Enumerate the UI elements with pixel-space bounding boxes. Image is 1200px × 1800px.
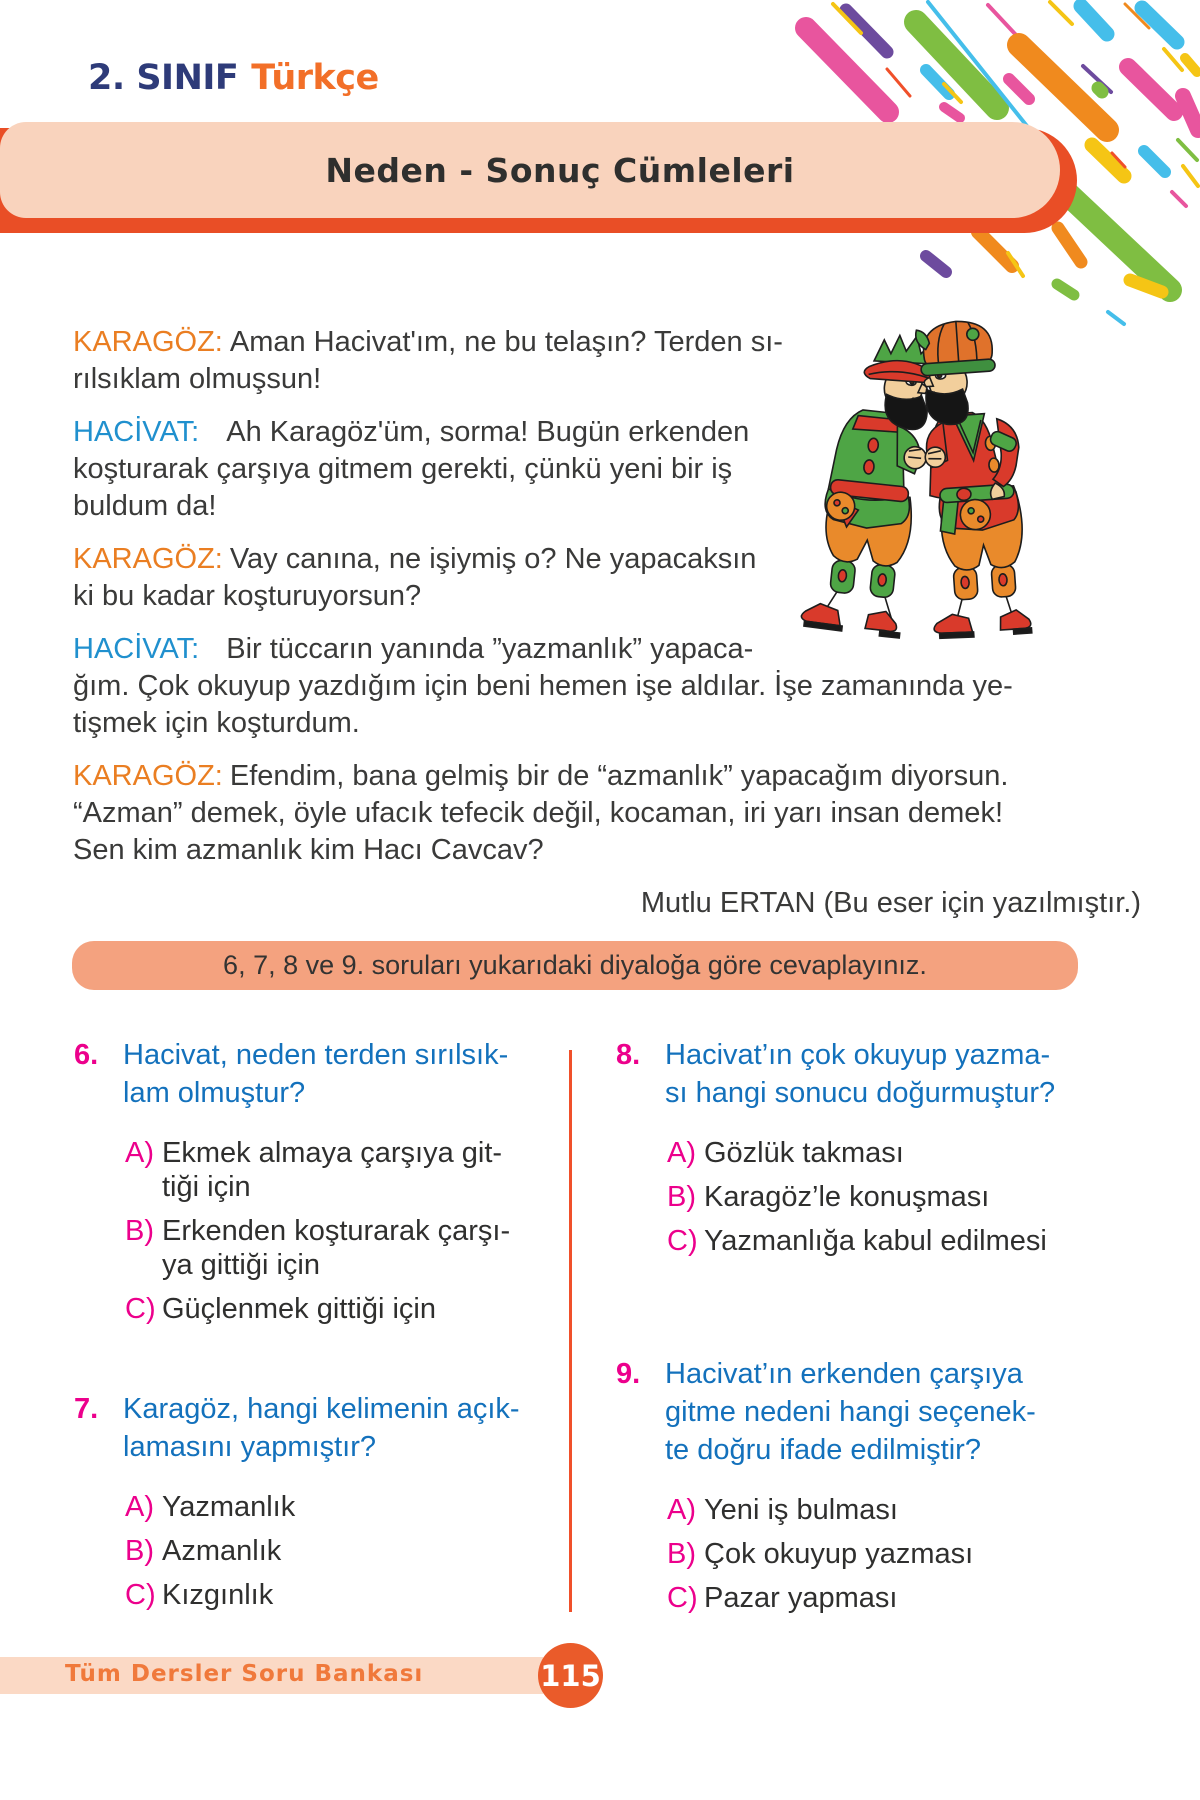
dialogue-line xyxy=(73,832,1149,869)
option-text: Güçlenmek gittiği için xyxy=(162,1293,436,1325)
dialogue-line-text: Vay canına, ne işiymiş o? Ne yapacaksın xyxy=(229,543,757,575)
decor-stripe xyxy=(1144,151,1165,172)
options-list xyxy=(616,1493,1096,1615)
decor-stripe xyxy=(1183,166,1198,186)
speaker-label: HACİVAT: xyxy=(73,633,200,665)
dialogue-paragraph xyxy=(73,631,1149,742)
question-text: Hacivat’ın erkenden çarşıya gitme nedeni hangi seçenek- te doğru ifade edilmiştir? xyxy=(665,1358,1036,1466)
decor-stripe xyxy=(887,69,910,96)
option-text: Karagöz’le konuşması xyxy=(704,1181,990,1213)
dialogue-line-text: tişmek için koşturdum. xyxy=(73,707,360,739)
dialogue-line-text: Efendim, bana gelmiş bir de “azmanlık” yapacağım diyorsun. xyxy=(229,760,1009,792)
question xyxy=(616,1355,1096,1469)
answer-option xyxy=(667,1180,1096,1214)
question-text: Hacivat, neden terden sırılsık- lam olmuştur? xyxy=(123,1039,509,1109)
option-letter: C) xyxy=(667,1225,698,1257)
dialogue-attribution: Mutlu ERTAN (Bu eser için yazılmıştır.) xyxy=(640,887,1141,919)
question-text: Karagöz, hangi kelimenin açık- lamasını yapmıştır? xyxy=(123,1393,520,1463)
option-text: Yeni iş bulması xyxy=(704,1494,898,1526)
option-text: Yazmanlık xyxy=(162,1491,296,1523)
question xyxy=(74,1036,524,1112)
dialogue-line xyxy=(73,451,1149,488)
answer-option xyxy=(667,1136,1096,1170)
decor-stripe xyxy=(1050,2,1072,24)
options-list xyxy=(616,1136,1096,1258)
option-letter: A) xyxy=(125,1491,154,1523)
dialogue-line-text: “Azman” demek, öyle ufacık tefecik değil, kocaman, iri yarı insan demek! xyxy=(73,797,1003,829)
decor-stripe xyxy=(1164,49,1182,70)
question-number: 9. xyxy=(616,1358,641,1390)
question-number: 8. xyxy=(616,1039,641,1071)
dialogue-line xyxy=(73,578,1149,615)
option-letter: A) xyxy=(125,1137,154,1169)
decor-stripe xyxy=(1058,228,1081,262)
speaker-label: KARAGÖZ: xyxy=(73,326,223,358)
answer-option xyxy=(667,1493,1096,1527)
dialogue-line-text: buldum da! xyxy=(73,490,217,522)
option-letter: C) xyxy=(667,1582,698,1614)
questions-column-left xyxy=(74,1036,524,1622)
option-letter: C) xyxy=(125,1579,156,1611)
option-letter: B) xyxy=(125,1215,154,1247)
question xyxy=(616,1036,1096,1112)
dialogue-line xyxy=(73,361,1149,398)
answer-option xyxy=(125,1136,524,1204)
option-letter: A) xyxy=(667,1494,696,1526)
dialogue-line-text: koşturarak çarşıya gitmem gerekti, çünkü yeni bir iş xyxy=(73,453,733,485)
option-text: Yazmanlığa kabul edilmesi xyxy=(704,1225,1047,1257)
decor-stripe xyxy=(1098,88,1102,92)
page-number: 115 xyxy=(540,1658,601,1693)
decor-stripe xyxy=(1108,312,1124,324)
decor-stripe xyxy=(1183,96,1198,130)
dialogue-line xyxy=(73,705,1149,742)
option-letter: A) xyxy=(667,1137,696,1169)
answer-option xyxy=(667,1224,1096,1258)
dialogue-paragraph xyxy=(73,414,1149,525)
dialogue-line-text: rılsıklam olmuşsun! xyxy=(73,363,322,395)
option-text: Gözlük takması xyxy=(704,1137,904,1169)
speaker-label: KARAGÖZ: xyxy=(73,760,223,792)
dialogue-line xyxy=(73,488,1149,525)
decor-stripe xyxy=(926,256,946,272)
option-text: Azmanlık xyxy=(162,1535,282,1567)
dialogue-line-text: ğım. Çok okuyup yazdığım için beni hemen işe aldılar. İşe zamanında ye- xyxy=(73,670,1013,702)
options-list xyxy=(74,1136,524,1326)
dialogue-line xyxy=(73,414,1149,451)
options-list xyxy=(74,1490,524,1612)
option-text: Ekmek almaya çarşıya git- tiği için xyxy=(162,1137,503,1203)
instruction-text: 6, 7, 8 ve 9. soruları yukarıdaki diyaloğa göre cevaplayınız. xyxy=(223,950,927,980)
page-number-badge xyxy=(538,1643,603,1708)
decor-stripe xyxy=(988,5,1017,36)
question xyxy=(74,1390,524,1466)
dialogue-line xyxy=(73,795,1149,832)
answer-option xyxy=(125,1534,524,1568)
title-banner xyxy=(0,122,1060,218)
option-text: Kızgınlık xyxy=(162,1579,274,1611)
column-divider xyxy=(569,1050,572,1612)
dialogue-paragraph xyxy=(73,541,1149,615)
page-header xyxy=(88,58,379,98)
option-text: Erkenden koşturarak çarşı- ya gittiği için xyxy=(162,1215,511,1281)
decor-stripe xyxy=(944,107,960,118)
instruction-banner xyxy=(72,941,1078,990)
decor-stripe xyxy=(1009,79,1029,99)
decor-stripe xyxy=(1185,58,1197,72)
questions-column-right xyxy=(616,1036,1096,1625)
dialogue-paragraph xyxy=(73,758,1149,869)
decor-stripe xyxy=(978,232,1012,266)
decor-stripe xyxy=(1128,67,1174,112)
answer-option xyxy=(125,1490,524,1524)
dialogue-line-text: ki bu kadar koşturuyorsun? xyxy=(73,580,422,612)
option-letter: B) xyxy=(125,1535,154,1567)
dialogue-line-text: Ah Karagöz'üm, sorma! Bugün erkenden xyxy=(226,416,750,448)
question-number: 6. xyxy=(74,1039,99,1071)
option-letter: B) xyxy=(667,1181,696,1213)
option-letter: C) xyxy=(125,1293,156,1325)
decor-stripe xyxy=(1081,6,1107,34)
decor-stripe xyxy=(926,70,949,94)
grade-label: 2. SINIF xyxy=(88,58,239,98)
decor-stripe xyxy=(1057,284,1074,295)
option-text: Çok okuyup yazması xyxy=(704,1538,974,1570)
dialogue-text xyxy=(73,324,1149,922)
dialogue-line xyxy=(73,541,1149,578)
option-letter: B) xyxy=(667,1538,696,1570)
speaker-label: KARAGÖZ: xyxy=(73,543,223,575)
dialogue-paragraph xyxy=(73,324,1149,398)
decor-stripe xyxy=(1178,140,1197,160)
dialogue-line-text: Sen kim azmanlık kim Hacı Cavcav? xyxy=(73,834,544,866)
answer-option xyxy=(667,1581,1096,1615)
book-title: Tüm Dersler Soru Bankası xyxy=(65,1661,424,1687)
answer-option xyxy=(667,1537,1096,1571)
answer-option xyxy=(125,1578,524,1612)
lesson-title: Neden - Sonuç Cümleleri xyxy=(325,150,795,190)
dialogue-line xyxy=(73,324,1149,361)
decor-stripe xyxy=(1172,192,1186,206)
dialogue-line xyxy=(73,631,1149,668)
option-text: Pazar yapması xyxy=(704,1582,898,1614)
dialogue-line-text: Bir tüccarın yanında ”yazmanlık” yapaca- xyxy=(226,633,754,665)
subject-label: Türkçe xyxy=(251,58,379,98)
dialogue-line-text: Aman Hacivat'ım, ne bu telaşın? Terden sı- xyxy=(229,326,783,358)
dialogue-line xyxy=(73,668,1149,705)
question-number: 7. xyxy=(74,1393,99,1425)
question-text: Hacivat’ın çok okuyup yazma- sı hangi sonucu doğurmuştur? xyxy=(665,1039,1056,1109)
answer-option xyxy=(125,1292,524,1326)
decor-stripe xyxy=(846,10,887,52)
speaker-label: HACİVAT: xyxy=(73,416,200,448)
dialogue-line xyxy=(73,758,1149,795)
answer-option xyxy=(125,1214,524,1282)
